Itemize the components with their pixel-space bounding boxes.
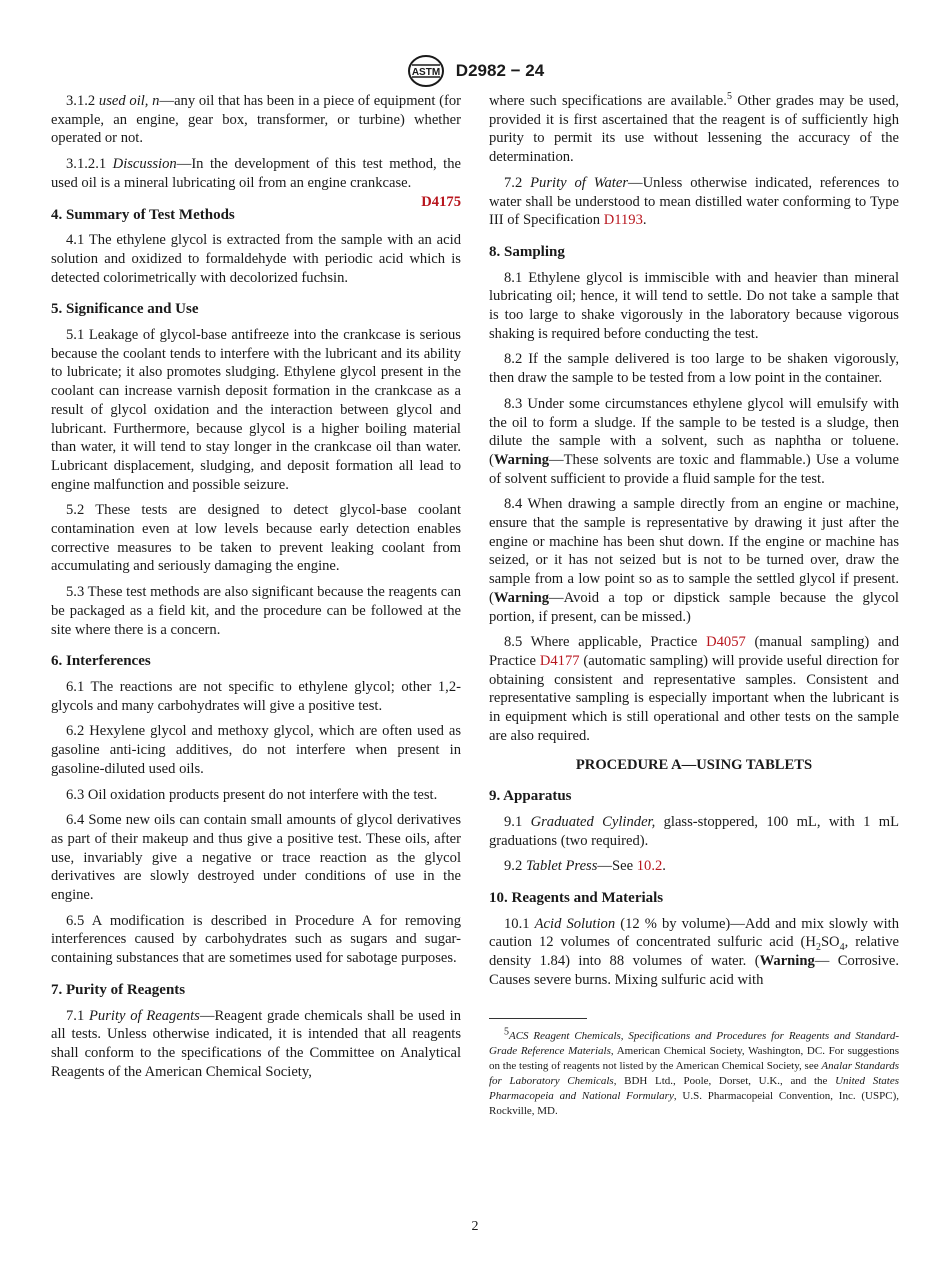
paragraph-8-1: 8.1 Ethylene glycol is immiscible with and heavier than mineral lubricating oil; hence, it will tend to settle. Do not take a sample that is too large to shake vigorously in the laboratory because vigorous shaking is required before conducting the test. [489, 269, 899, 342]
procedure-heading: PROCEDURE A—USING TABLETS [575, 756, 813, 773]
paragraph-7-1-continued: where such specifications are available.$^5$ Other grades may be used, provided it is first ascertained that the reagent is of sufficiently high purity to permit its use without lessening the accuracy of the determination. [489, 91, 899, 166]
astm-logo-icon [406, 54, 446, 88]
paragraph-3-1-2-1: 3.1.2.1 Discussion—In the development of this test method, the used oil is a mineral lubricating oil from an engine crankcase. D4175 [51, 156, 461, 210]
paragraph-6-1: 6.1 The reactions are not specific to ethylene glycol; other 1,2-glycols and many carbohydrates will give a positive test. [51, 678, 461, 714]
svg-text:ASTM: ASTM [411, 67, 440, 78]
paragraph-5-3: 5.3 These test methods are also significant because the reagents can be packaged as a field kit, and the procedure can be followed at the site where there is a concern. [51, 584, 461, 638]
reference-link-d4177[interactable]: D4177 [539, 652, 580, 669]
section-heading-5: 5. Significance and Use [51, 301, 199, 318]
reference-link-10-2[interactable]: 10.2 [636, 858, 663, 875]
section-heading-9: 9. Apparatus [489, 788, 572, 805]
reference-link-d1193[interactable]: D1193 [603, 212, 643, 229]
left-column [51, 92, 461, 1088]
reference-link-d4057[interactable]: D4057 [706, 634, 746, 651]
section-heading-8: 8. Sampling [489, 243, 565, 260]
reference-link-d4175[interactable]: D4175 [421, 193, 461, 210]
paragraph-8-4: 8.4 When drawing a sample directly from an engine or machine, ensure that the sample is representative by drawing it just after the engine or machine has been shut down. If the engine or machine has seized, or it has not seized but is not to be turned over, draw the sample from a low point so as to sample the settled glycol if present. (Warning—Avoid a top or dipstick sample because the glycol portion, if present, can be missed.) [489, 496, 899, 625]
page-number: 2 [471, 1219, 479, 1234]
paragraph-4-1: 4.1 The ethylene glycol is extracted from the sample with an acid solution and oxidized to formaldehyde with periodic acid which is detected colorimetrically with decolorized fuchsin. [51, 232, 461, 286]
page-header [0, 54, 950, 88]
paragraph-7-1: 7.1 Purity of Reagents—Reagent grade chemicals shall be used in all tests. Unless otherwise indicated, it is intended that all reagents shall conform to the specifications of the Committee on Analytical Reagents of the American Chemical Society, [51, 1007, 461, 1080]
paragraph-6-4: 6.4 Some new oils can contain small amounts of glycol derivatives as part of their makeup and thus give a positive test. These oils, after use, invariably give a negative or trace reaction as the glycol derivatives are slowly destroyed under conditions of use in the engine. [51, 812, 461, 904]
paragraph-6-3: 6.3 Oil oxidation products present do not interfere with the test. [66, 786, 438, 803]
footnote-marker[interactable]: 5 [726, 91, 732, 103]
paragraph-7-2: 7.2 Purity of Water—Unless otherwise indicated, references to water shall be understood to mean distilled water conforming to Type III of Specification D1193. [489, 174, 899, 229]
paragraph-8-5: 8.5 Where applicable, Practice D4057 (manual sampling) and Practice D4177 (automatic sampling) will provide useful direction for obtaining consistent and representative samples. Consistent and representative sampling is especially important when the lubricant is in equipment which is still operational and other tests on the sample are also required. [489, 634, 899, 744]
section-heading-10: 10. Reagents and Materials [489, 890, 664, 907]
right-column [489, 92, 899, 1119]
paragraph-9-1: 9.1 Graduated Cylinder, glass-stoppered, 100 mL, with 1 mL graduations (two required). [489, 813, 899, 849]
paragraph-10-1: 10.1 Acid Solution (12 % by volume)—Add and mix slowly with caution 12 volumes of concentrated sulfuric acid ($H_2SO_4$, relative density 1.84) into 88 volumes of water. (Warning— Corrosive. Causes severe burns. Mixing sulfuric acid with [489, 915, 899, 988]
paragraph-9-2: 9.2 Tablet Press—See 10.2. [504, 858, 666, 875]
footnote-5: $^5$ACS Reagent Chemicals, Specifications and Procedures for Reagents and Standard-Grade Reference Materials, American Chemical Society, Washington, DC. For suggestions on the testing of reagents not listed by the American Chemical Society, see Analar Standards for Laboratory Chemicals, BDH Ltd., Poole, Dorset, U.K., and the United States Pharmacopeia and National Formulary, U.S. Pharmacopeial Convention, Inc. (USPC), Rockville, MD. [489, 1025, 899, 1117]
paragraph-6-5: 6.5 A modification is described in Procedure A for removing interferences caused by carbohydrates such as sugars and sugar-containing substances that are sometimes used for sabotage purposes. [51, 912, 461, 967]
section-heading-6: 6. Interferences [51, 653, 151, 670]
standard-designation: D2982 − 24 [455, 61, 545, 80]
paragraph-5-1: 5.1 Leakage of glycol-base antifreeze into the crankcase is serious because the coolant tends to interfere with the lubricant and its ability to lubricate; it also promotes sludging. Ethylene glycol present in the coolant can increase varnish deposit formation in the crankcase as a result of glycol oxidation and the interaction between glycol and lubricant. Furthermore, because glycol is a higher boiling material than water, it will tend to stay longer in the crankcase oil than water. Lubricant displacement, sludging, and deposit formation all lead to engine malfunction and possible seizure. [51, 327, 461, 493]
paragraph-5-2: 5.2 These tests are designed to detect glycol-base coolant contamination even at low levels because early detection enables corrective measures to be taken to prevent leaking coolant from accumulating and seriously damaging the engine. [51, 502, 461, 575]
paragraph-8-2: 8.2 If the sample delivered is too large to be shaken vigorously, then draw the sample to be tested from a low point in the container. [489, 351, 899, 387]
section-heading-7: 7. Purity of Reagents [51, 981, 186, 998]
paragraph-8-3: 8.3 Under some circumstances ethylene glycol will emulsify with the oil to form a sludge. If the sample to be tested is a sludge, then dilute the sample with a solvent, such as naphtha or toluene. (Warning—These solvents are toxic and flammable.) Use a volume of solvent sufficient to provide a fluid sample for the test. [489, 395, 899, 487]
paragraph-6-2: 6.2 Hexylene glycol and methoxy glycol, which are often used as gasoline anti-icing additives, do not interfere when present in gasoline-diluted used oils. [51, 723, 461, 777]
section-heading-4: 4. Summary of Test Methods [51, 206, 235, 223]
footnote-divider [489, 1018, 587, 1019]
paragraph-3-1-2: 3.1.2 used oil, n—any oil that has been in a piece of equipment (for example, an engine, gear box, transformer, or turbine) whether operated or not. [51, 93, 461, 147]
